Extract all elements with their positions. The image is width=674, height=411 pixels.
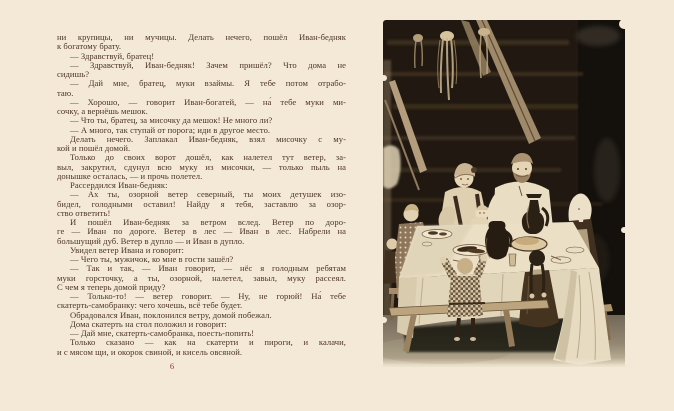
text-line: — Только-то! — ветер говорит. — Ну, не горюй! На́ тебе: [70, 291, 346, 301]
text-line: и с мясом щи, и окорок свиной, и кисель овсяной.: [57, 346, 243, 357]
text-line: кой и пошёл домой.: [57, 143, 131, 153]
text-line: И пошёл Иван-бедняк за ветром вслед. Ветер по доро-: [70, 217, 346, 227]
text-line: Только до своих ворот дошёл, как налетел тут ветер, за-: [70, 152, 346, 163]
text-line: таю.: [57, 87, 74, 98]
text-line: — Ах ты, озорной ветер северный, ты моих детушек изо-: [70, 189, 346, 200]
text-line: сочку, а вернёшь мешок.: [57, 106, 148, 116]
text-line: большущий дуб. Ветер в дупло — и Иван в дупло.: [57, 235, 245, 246]
text-line: донышке осталась, — и прочь полетел.: [57, 170, 203, 181]
text-line: к богатому брату.: [57, 41, 122, 52]
text-line: — Так и так, — Иван говорит, — нёс я голодным ребятам: [70, 263, 346, 274]
text-line: — Хорошо, — говорит Иван-богатей, — на́ тебе муки ми-: [70, 96, 346, 107]
text-line: выл, закрутил, сдунул всю муку из мисочки, — только пыль на: [57, 161, 346, 172]
text-line: Только сказано — как на скатерти и пироги, и калачи,: [70, 337, 346, 348]
text-line: ни крупицы, ни мучицы. Делать нечего, пошёл Иван-бедняк: [57, 32, 346, 42]
text-line: бидел, голодными оставил! Найду я тебя, заставлю за озор-: [57, 198, 346, 209]
text-line: Обрадовался Иван, поклонился ветру, домой побежал.: [70, 309, 272, 320]
text-line: Рассердился Иван-бедняк:: [70, 180, 168, 190]
text-line: сидишь?: [57, 69, 90, 79]
text-line: С чем я теперь домой приду?: [57, 281, 166, 292]
text-line: — Здравствуй, Иван-бедняк! Зачем пришёл? Что дома не: [70, 59, 346, 70]
family-at-table-illustration: [383, 20, 625, 369]
text-line: муки горсточку, а ты, озорной, налетел, завыл, муку рассеял.: [57, 272, 346, 283]
story-text: [57, 33, 346, 357]
text-line: ство ответить!: [57, 207, 111, 218]
text-line: ге — Иван по дороге. Ветер в лес — Иван в лес. Набрели на: [57, 226, 346, 237]
text-line: — Дай мне, братец, муки взаймы. Я тебе потом отрабо-: [70, 78, 346, 89]
text-line: — Дай мне, скатерть-самобранка, поесть-попить!: [70, 328, 255, 338]
text-line: — Что ты, братец, за мисочку да мешок! Не много ли?: [70, 115, 273, 126]
text-line: Дома скатерть на стол положил и говорит:: [70, 318, 227, 329]
text-line: Увидел ветер Ивана и говорит:: [70, 244, 184, 255]
text-line: Делать нечего. Заплакал Иван-бедняк, взял мисочку с му-: [70, 133, 346, 144]
text-line: — Здравствуй, братец!: [70, 50, 155, 61]
text-line: — А много, так ступай от порога; иди в другое место.: [70, 124, 271, 135]
text-line: скатерть-самобранку: чего хочешь, всё тебе будет.: [57, 300, 243, 311]
tall-pitcher: [522, 212, 544, 234]
text-line: — Чего ты, мужичок, ко мне в гости зашёл?: [70, 254, 234, 264]
page-number: 6: [169, 361, 175, 371]
